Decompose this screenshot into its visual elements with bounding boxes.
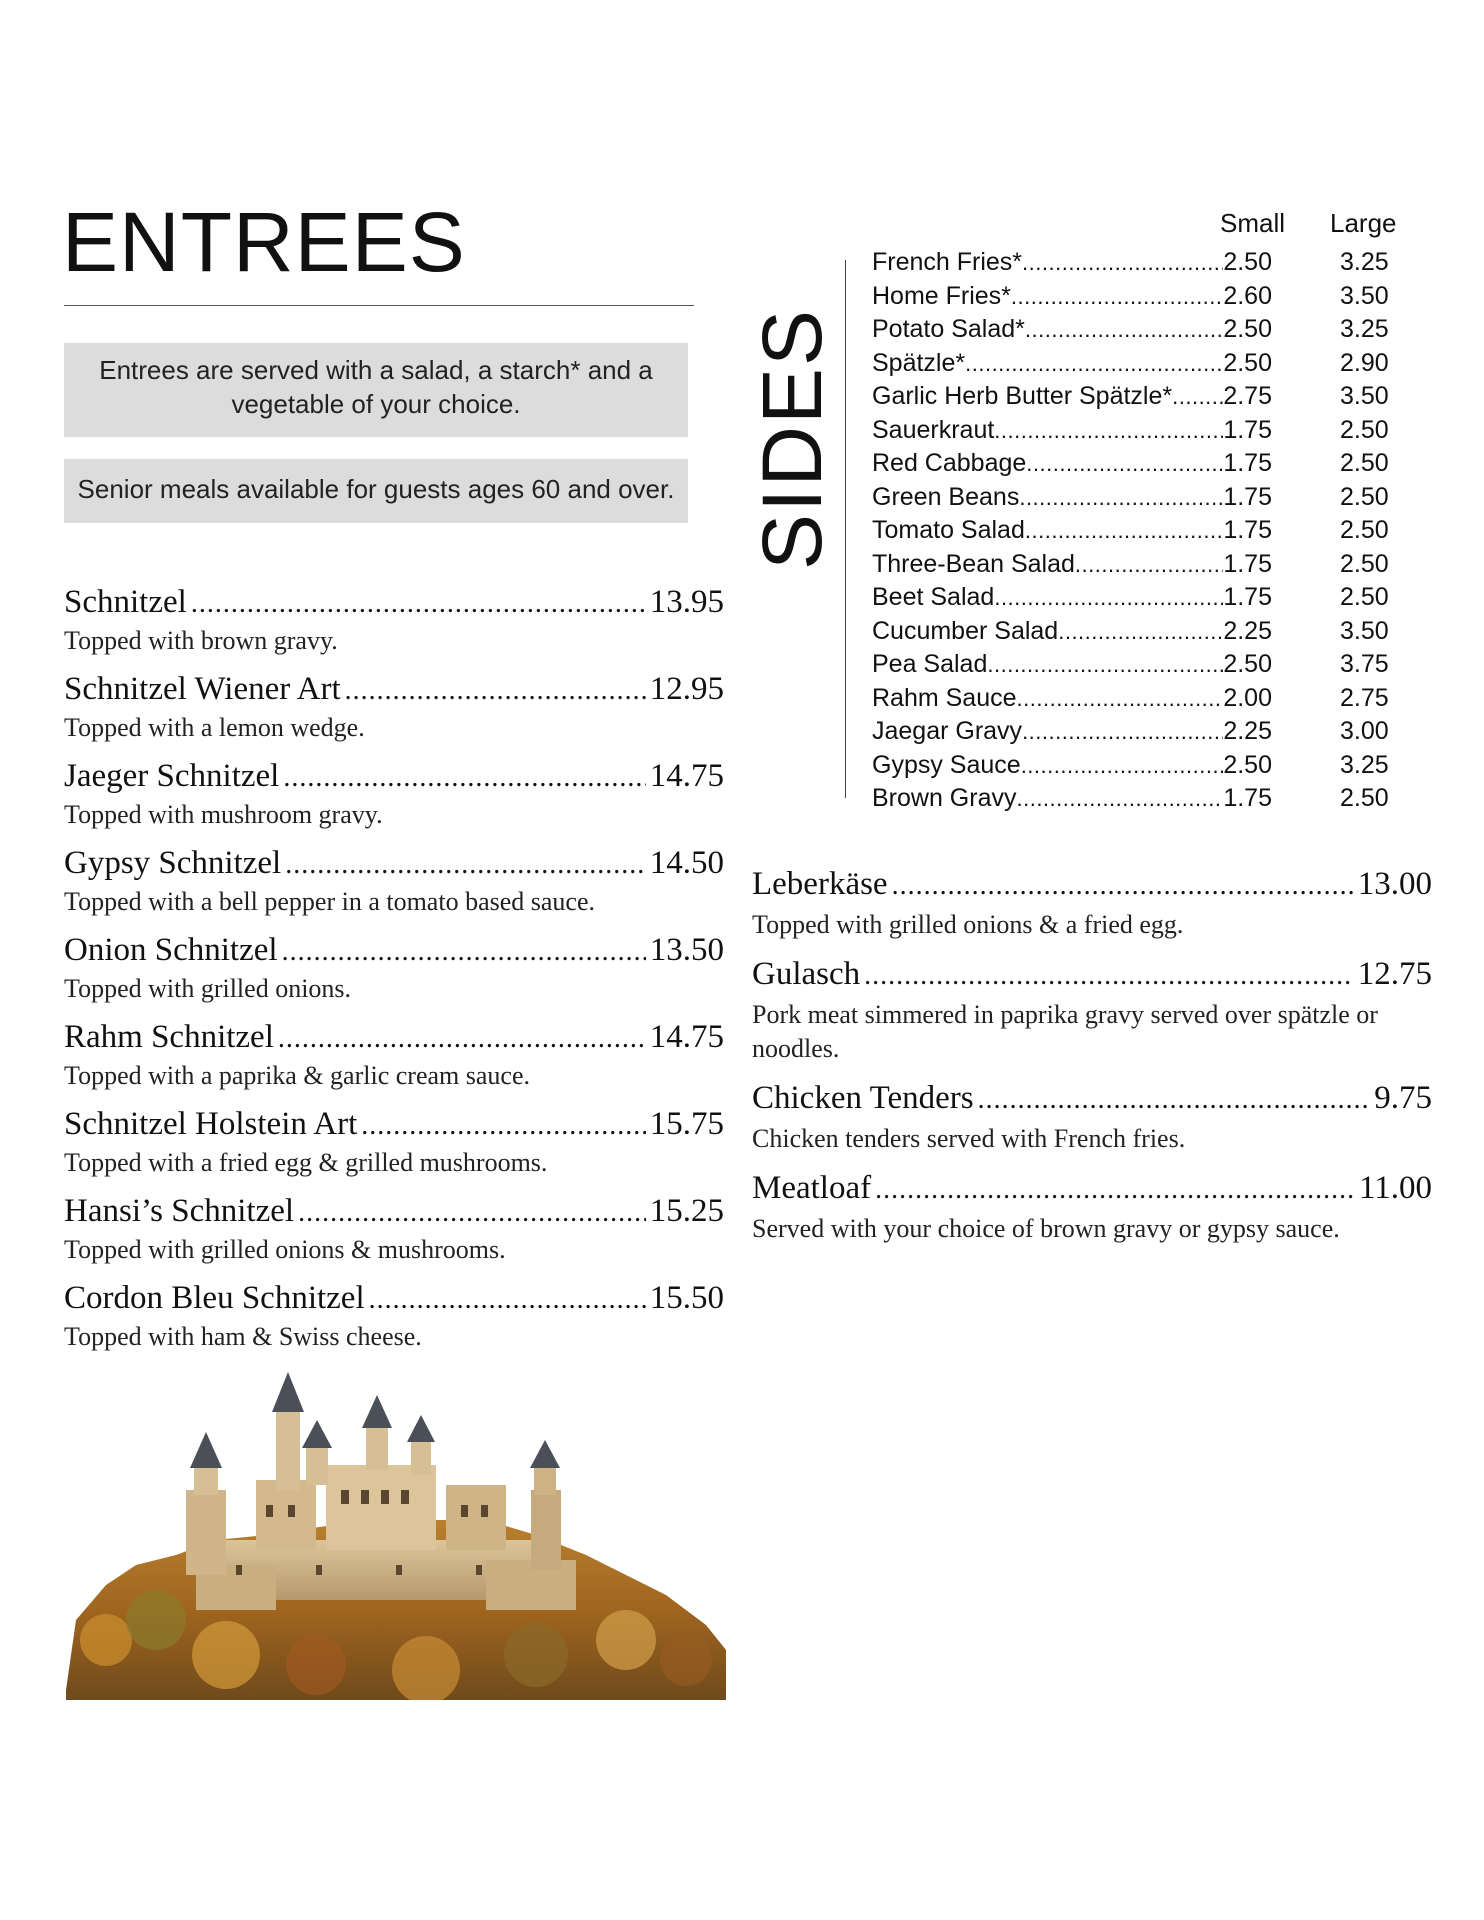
side-name: Rahm Sauce <box>872 683 1017 712</box>
menu-item-rahm-schnitzel <box>64 1015 724 1102</box>
side-name: Cucumber Salad <box>872 616 1059 645</box>
menu-item-gulasch <box>752 952 1432 1066</box>
menu-item-jaeger-schnitzel <box>64 754 724 841</box>
dot-leader <box>191 582 646 626</box>
entrees-note: Entrees are served with a salad, a starch* and a vegetable of your choice. <box>64 343 688 437</box>
item-description: Topped with grilled onions & a fried egg. <box>752 910 1184 939</box>
menu-item-meatloaf <box>752 1166 1432 1246</box>
side-row <box>872 347 1402 381</box>
side-row <box>872 380 1402 414</box>
side-name: Three-Bean Salad <box>872 549 1075 578</box>
side-row <box>872 481 1402 515</box>
side-price-small: 2.25 <box>1223 717 1272 745</box>
item-name: Chicken Tenders <box>752 1080 974 1116</box>
side-price-small: 1.75 <box>1223 482 1272 511</box>
item-price: 14.75 <box>649 1019 724 1055</box>
side-row <box>872 414 1402 448</box>
divider <box>64 305 694 306</box>
item-description: Topped with grilled onions. <box>64 974 352 1003</box>
dot-leader <box>965 347 1223 380</box>
side-price-small: 1.75 <box>1223 449 1272 477</box>
sides-list <box>872 246 1402 816</box>
side-price-large: 2.90 <box>1340 348 1389 377</box>
side-price-large: 3.25 <box>1340 750 1389 779</box>
dot-leader <box>1058 615 1223 648</box>
side-name: Spätzle* <box>872 348 966 377</box>
senior-note: Senior meals available for guests ages 60 and over. <box>64 459 688 523</box>
side-name: French Fries* <box>872 248 1023 276</box>
side-price-large: 3.50 <box>1340 616 1389 645</box>
dot-leader <box>1019 481 1223 514</box>
side-row <box>872 715 1402 749</box>
specials-list <box>752 862 1432 1256</box>
dot-leader <box>278 1017 646 1061</box>
side-price-small: 2.50 <box>1223 248 1272 276</box>
side-row <box>872 313 1402 347</box>
side-row <box>872 246 1402 280</box>
dot-leader <box>1075 548 1223 581</box>
side-price-small: 2.50 <box>1223 315 1272 343</box>
item-description: Topped with ham & Swiss cheese. <box>64 1322 422 1351</box>
dot-leader <box>361 1104 645 1148</box>
side-price-large: 2.50 <box>1340 549 1389 578</box>
side-price-small: 2.50 <box>1223 650 1272 678</box>
side-name: Tomato Salad <box>872 516 1025 544</box>
dot-leader <box>1025 313 1223 346</box>
side-price-small: 1.75 <box>1223 415 1272 444</box>
side-row <box>872 749 1402 783</box>
dot-leader <box>978 1078 1371 1122</box>
dot-leader <box>1016 782 1223 815</box>
menu-item-schnitzel-wiener-art <box>64 667 724 754</box>
side-price-large: 3.25 <box>1340 315 1389 343</box>
dot-leader <box>1021 749 1224 782</box>
side-name: Potato Salad* <box>872 315 1025 343</box>
item-description: Topped with a lemon wedge. <box>64 713 365 742</box>
item-price: 12.95 <box>649 671 724 707</box>
item-description: Served with your choice of brown gravy or gypsy sauce. <box>752 1214 1340 1243</box>
item-name: Meatloaf <box>752 1170 872 1206</box>
item-price: 13.50 <box>649 932 724 968</box>
item-name: Rahm Schnitzel <box>64 1019 274 1055</box>
side-price-small: 1.75 <box>1223 516 1272 544</box>
side-price-small: 2.00 <box>1223 683 1272 712</box>
dot-leader <box>892 864 1354 908</box>
item-description: Topped with brown gravy. <box>64 626 338 655</box>
item-price: 11.00 <box>1358 1170 1432 1206</box>
side-price-small: 2.50 <box>1223 750 1272 779</box>
menu-item-chicken-tenders <box>752 1076 1432 1156</box>
item-description: Topped with a paprika & garlic cream sauce. <box>64 1061 530 1090</box>
side-name: Green Beans <box>872 482 1020 511</box>
item-price: 14.50 <box>649 845 724 881</box>
sides-heading: SIDES <box>745 307 839 570</box>
side-price-small: 2.50 <box>1223 348 1272 377</box>
dot-leader <box>987 648 1223 681</box>
side-row <box>872 581 1402 615</box>
dot-leader <box>1022 715 1223 748</box>
item-name: Schnitzel Holstein Art <box>64 1106 358 1142</box>
dot-leader <box>1017 682 1224 715</box>
dot-leader <box>285 843 646 887</box>
dot-leader <box>369 1278 646 1322</box>
item-name: Gulasch <box>752 956 861 992</box>
item-description: Topped with grilled onions & mushrooms. <box>64 1235 506 1264</box>
menu-item-leberkase <box>752 862 1432 942</box>
item-name: Leberkäse <box>752 866 888 902</box>
item-name: Gypsy Schnitzel <box>64 845 282 881</box>
item-price: 9.75 <box>1374 1080 1432 1116</box>
item-name: Jaeger Schnitzel <box>64 758 280 794</box>
dot-leader <box>994 414 1223 447</box>
side-price-small: 2.60 <box>1223 281 1272 310</box>
side-price-large: 3.25 <box>1340 248 1389 276</box>
dot-leader <box>345 669 646 713</box>
side-name: Brown Gravy <box>872 784 1017 812</box>
side-name: Sauerkraut <box>872 415 995 444</box>
menu-item-schnitzel <box>64 580 724 667</box>
dot-leader <box>1026 447 1223 480</box>
side-row <box>872 682 1402 716</box>
menu-item-hansis-schnitzel <box>64 1189 724 1276</box>
side-price-large: 3.00 <box>1340 717 1389 745</box>
item-price: 13.00 <box>1357 866 1432 902</box>
side-price-large: 2.50 <box>1340 482 1389 511</box>
item-description: Topped with a fried egg & grilled mushrooms. <box>64 1148 548 1177</box>
column-header-small: Small <box>1220 208 1286 238</box>
item-description: Pork meat simmered in paprika gravy served over spätzle or noodles. <box>752 1000 1378 1063</box>
dot-leader <box>1172 380 1223 413</box>
side-price-small: 1.75 <box>1223 784 1272 812</box>
item-description: Chicken tenders served with French fries. <box>752 1124 1186 1153</box>
side-row <box>872 447 1402 481</box>
menu-item-gypsy-schnitzel <box>64 841 724 928</box>
side-row <box>872 648 1402 682</box>
side-price-large: 3.50 <box>1340 382 1389 410</box>
dot-leader <box>875 1168 1355 1212</box>
dot-leader <box>1022 246 1223 279</box>
dot-leader <box>282 930 646 974</box>
dot-leader <box>283 756 645 800</box>
side-name: Home Fries* <box>872 281 1011 310</box>
side-price-small: 1.75 <box>1223 549 1272 578</box>
side-price-large: 2.50 <box>1340 516 1389 544</box>
side-name: Red Cabbage <box>872 449 1027 477</box>
entrees-list <box>64 580 724 1363</box>
item-name: Schnitzel <box>64 584 187 620</box>
side-name: Pea Salad <box>872 650 988 678</box>
side-price-small: 2.75 <box>1223 382 1272 410</box>
entrees-heading: ENTREES <box>62 195 466 289</box>
item-price: 15.75 <box>649 1106 724 1142</box>
side-row <box>872 615 1402 649</box>
item-price: 12.75 <box>1357 956 1432 992</box>
side-price-large: 3.50 <box>1340 281 1389 310</box>
side-name: Beet Salad <box>872 583 995 611</box>
item-name: Schnitzel Wiener Art <box>64 671 341 707</box>
castle-illustration <box>66 1370 726 1700</box>
dot-leader <box>994 581 1223 614</box>
side-price-large: 2.50 <box>1340 449 1389 477</box>
item-name: Onion Schnitzel <box>64 932 278 968</box>
item-price: 14.75 <box>649 758 724 794</box>
side-name: Gypsy Sauce <box>872 750 1021 779</box>
item-name: Cordon Bleu Schnitzel <box>64 1280 365 1316</box>
side-price-small: 2.25 <box>1223 616 1272 645</box>
menu-item-schnitzel-holstein-art <box>64 1102 724 1189</box>
dot-leader <box>1011 280 1223 313</box>
item-price: 13.95 <box>649 584 724 620</box>
side-row <box>872 782 1402 816</box>
side-price-large: 2.50 <box>1340 784 1389 812</box>
side-name: Jaegar Gravy <box>872 717 1023 745</box>
item-price: 15.25 <box>649 1193 724 1229</box>
item-description: Topped with a bell pepper in a tomato based sauce. <box>64 887 596 916</box>
menu-item-onion-schnitzel <box>64 928 724 1015</box>
side-price-large: 2.50 <box>1340 415 1389 444</box>
side-name: Garlic Herb Butter Spätzle* <box>872 382 1173 410</box>
side-row <box>872 280 1402 314</box>
dot-leader <box>298 1191 646 1235</box>
side-price-large: 2.50 <box>1340 583 1389 611</box>
item-price: 15.50 <box>649 1280 724 1316</box>
sides-column-headers <box>870 208 1400 238</box>
vertical-divider <box>845 260 846 798</box>
side-price-large: 2.75 <box>1340 683 1389 712</box>
menu-item-cordon-bleu-schnitzel <box>64 1276 724 1363</box>
side-price-small: 1.75 <box>1223 583 1272 611</box>
side-row <box>872 514 1402 548</box>
item-description: Topped with mushroom gravy. <box>64 800 383 829</box>
column-header-large: Large <box>1330 208 1397 238</box>
dot-leader <box>864 954 1354 998</box>
side-row <box>872 548 1402 582</box>
dot-leader <box>1025 514 1223 547</box>
item-name: Hansi’s Schnitzel <box>64 1193 295 1229</box>
side-price-large: 3.75 <box>1340 650 1389 678</box>
